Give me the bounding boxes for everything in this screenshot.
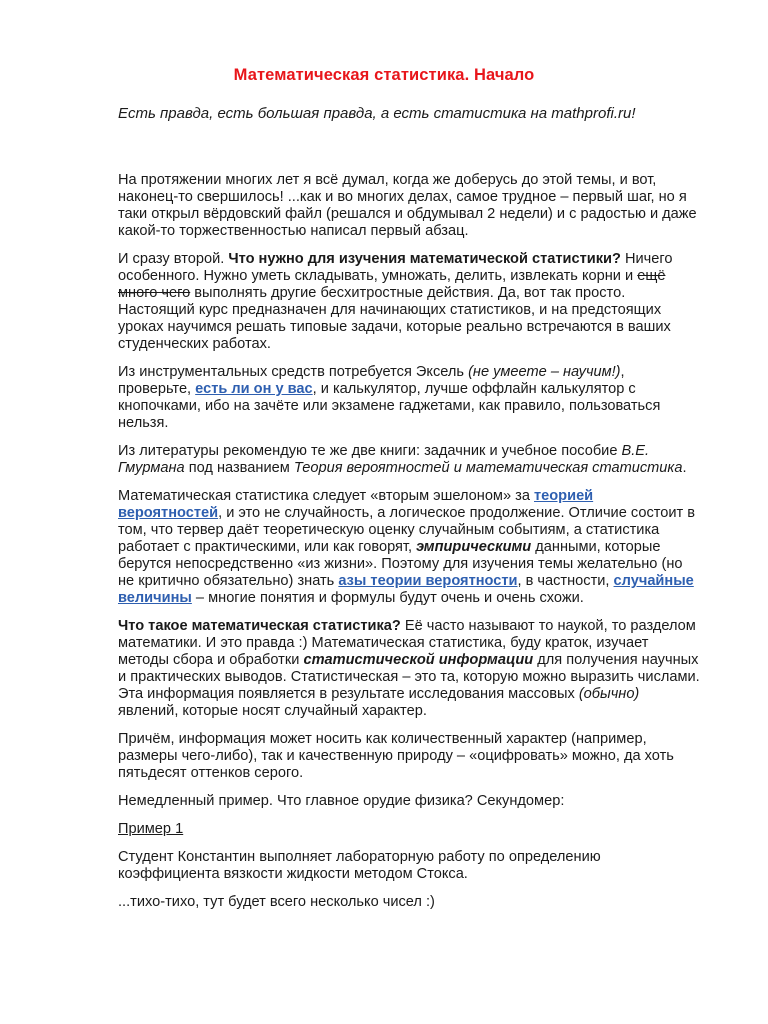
paragraph-literature: Из литературы рекомендую те же две книги: задачник и учебное пособие В.Е. Гмурмана под названием Теория вероятностей и математическая статистика. (118, 443, 687, 476)
paragraph-relation: Математическая статистика следует «вторым эшелоном» за теорией вероятностей, и это не случайность, а логическое продолжение. Отличие состоит в том, что тервер даёт теоретическую оценку случайным событиям, а статистика работает с практическими, или как говорят, эмпирическими данными, которые берутся непосредственно «из жизни». Поэтому для изучения темы желательно (но не критично обязательно) знать азы теории вероятности, в частности, случайные величины – многие понятия и формулы будут очень и очень схожи. (118, 488, 696, 606)
epigraph: Есть правда, есть большая правда, а есть статистика на mathprofi.ru! (118, 105, 636, 122)
paragraph-definition: Что такое математическая статистика? Её часто называют то наукой, то разделом математики. И это правда :) Математическая статистика, буду краток, изучает методы сбора и обработки статистической информации для получения научных и практических выводов. Статистическая – это та, которую можно выразить числами. Эта информация появляется в результате исследования массовых (обычно) явлений, которые носят случайный характер. (118, 618, 700, 719)
link-random-variables[interactable]: случайные величины (118, 573, 694, 606)
paragraph-tools: Из инструментальных средств потребуется Эксель (не умеете – научим!), проверьте, есть ли он у вас, и калькулятор, лучше оффлайн калькулятор с кнопочками, ибо на зачёте или экзамене гаджетами, как правило, пользоваться нельзя. (118, 364, 661, 431)
paragraph-information-types: Причём, информация может носить как количественный характер (например, размеры чего-либо), так и качественную природу – «оцифровать» можно, да хоть пятьдесят оттенков серого. (118, 731, 674, 781)
paragraph-example-text: Студент Константин выполняет лабораторную работу по определению коэффициента вязкости жидкости методом Стокса. (118, 849, 601, 882)
example-heading: Пример 1 (118, 821, 184, 837)
paragraph-intro: На протяжении многих лет я всё думал, когда же доберусь до этой темы, и вот, наконец-то свершилось! ...как и во многих делах, самое трудное – первый шаг, но я таки открыл вёрдовский файл (решался и обдумывал 2 недели) и с радостью и даже какой-то торжественностью написал первый абзац. (118, 172, 697, 239)
strikethrough-text: ещё много чего (118, 268, 666, 301)
link-excel-check[interactable]: есть ли он у вас (195, 381, 313, 397)
link-probability-basics[interactable]: азы теории вероятности (338, 573, 518, 589)
article-body (118, 172, 700, 922)
link-probability-theory[interactable]: теорией вероятностей (118, 488, 594, 521)
page-title: Математическая статистика. Начало (233, 66, 535, 84)
paragraph-closing: ...тихо-тихо, тут будет всего несколько чисел :) (118, 894, 435, 910)
question-bold: Что нужно для изучения математической статистики? (228, 251, 621, 267)
paragraph-example-intro: Немедленный пример. Что главное орудие физика? Секундомер: (118, 793, 565, 809)
paragraph-requirements: И сразу второй. Что нужно для изучения математической статистики? Ничего особенного. Нужно уметь складывать, умножать, делить, извлекать корни и ещё много чего выполнять другие бесхитростные действия. Да, вот так просто. Настоящий курс предназначен для начинающих статистиков, и на предстоящих уроках научимся решать типовые задачи, которые реально встречаются в ваших студенческих работах. (118, 251, 673, 352)
